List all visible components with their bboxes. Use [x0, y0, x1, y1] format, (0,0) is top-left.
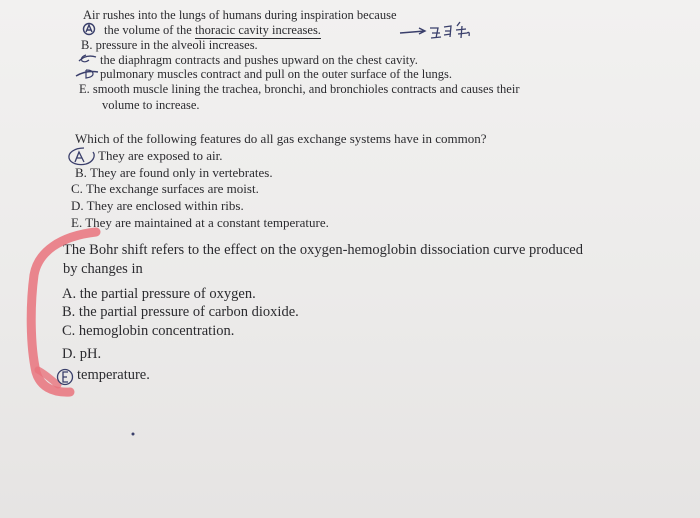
q1-circled-a-mark	[84, 24, 95, 35]
q1-option-e-continued: volume to increase.	[102, 98, 200, 112]
q1-option-b-text: pressure in the alveoli increases.	[95, 38, 258, 52]
q3-option-a-text: the partial pressure of oxygen.	[79, 286, 256, 302]
q1-option-e-text: smooth muscle lining the trachea, bronchi, and bronchioles contracts and causes their	[92, 82, 520, 96]
q2-circled-a-mark	[69, 148, 94, 165]
q1-option-c-text: the diaphragm contracts and pushes upward on the chest cavity.	[100, 53, 418, 67]
q3-option-b-text: the partial pressure of carbon dioxide.	[78, 304, 299, 320]
q1-handwritten-note	[430, 22, 469, 38]
q3-option-c-text: hemoglobin concentration.	[78, 323, 235, 339]
question-2-stem: Which of the following features do all gas exchange systems have in common?	[75, 131, 487, 146]
q2-option-e-text: They are maintained at a constant temperature.	[85, 215, 329, 230]
q3-option-b-letter: B.	[62, 304, 76, 320]
q2-option-c-text: The exchange surfaces are moist.	[85, 181, 259, 196]
question-3-stem-line-2: by changes in	[63, 261, 143, 277]
q1-option-d-text: pulmonary muscles contract and pull on the outer surface of the lungs.	[100, 67, 452, 81]
q3-option-d-letter: D.	[62, 346, 77, 362]
q3-circled-e-mark	[58, 370, 73, 385]
q3-option-e-text: temperature.	[77, 367, 150, 383]
q1-option-d-strike	[76, 72, 98, 77]
question-3-stem-line-1: The Bohr shift refers to the effect on the oxygen-hemoglobin dissociation curve produced	[63, 242, 583, 258]
q3-option-a-letter: A.	[62, 286, 77, 302]
q2-option-d-letter: D.	[71, 198, 84, 213]
q1-option-a-text: the volume of the thoracic cavity increases.	[104, 23, 321, 37]
q1-arrow-mark	[400, 28, 425, 34]
pen-dot	[132, 433, 135, 436]
q3-option-c-letter: C.	[62, 323, 76, 339]
q2-option-e-letter: E.	[71, 215, 83, 230]
q1-option-e-letter: E.	[79, 82, 90, 96]
q1-option-b-letter: B.	[81, 38, 93, 52]
question-1-stem: Air rushes into the lungs of humans during inspiration because	[83, 8, 397, 22]
q2-option-c-letter: C.	[71, 181, 83, 196]
q2-option-b-letter: B.	[75, 165, 87, 180]
q2-option-d-text: They are enclosed within ribs.	[86, 198, 244, 213]
q2-option-a-text: They are exposed to air.	[98, 148, 223, 163]
q2-option-b-text: They are found only in vertebrates.	[89, 165, 273, 180]
q3-option-d-text: pH.	[79, 346, 102, 362]
